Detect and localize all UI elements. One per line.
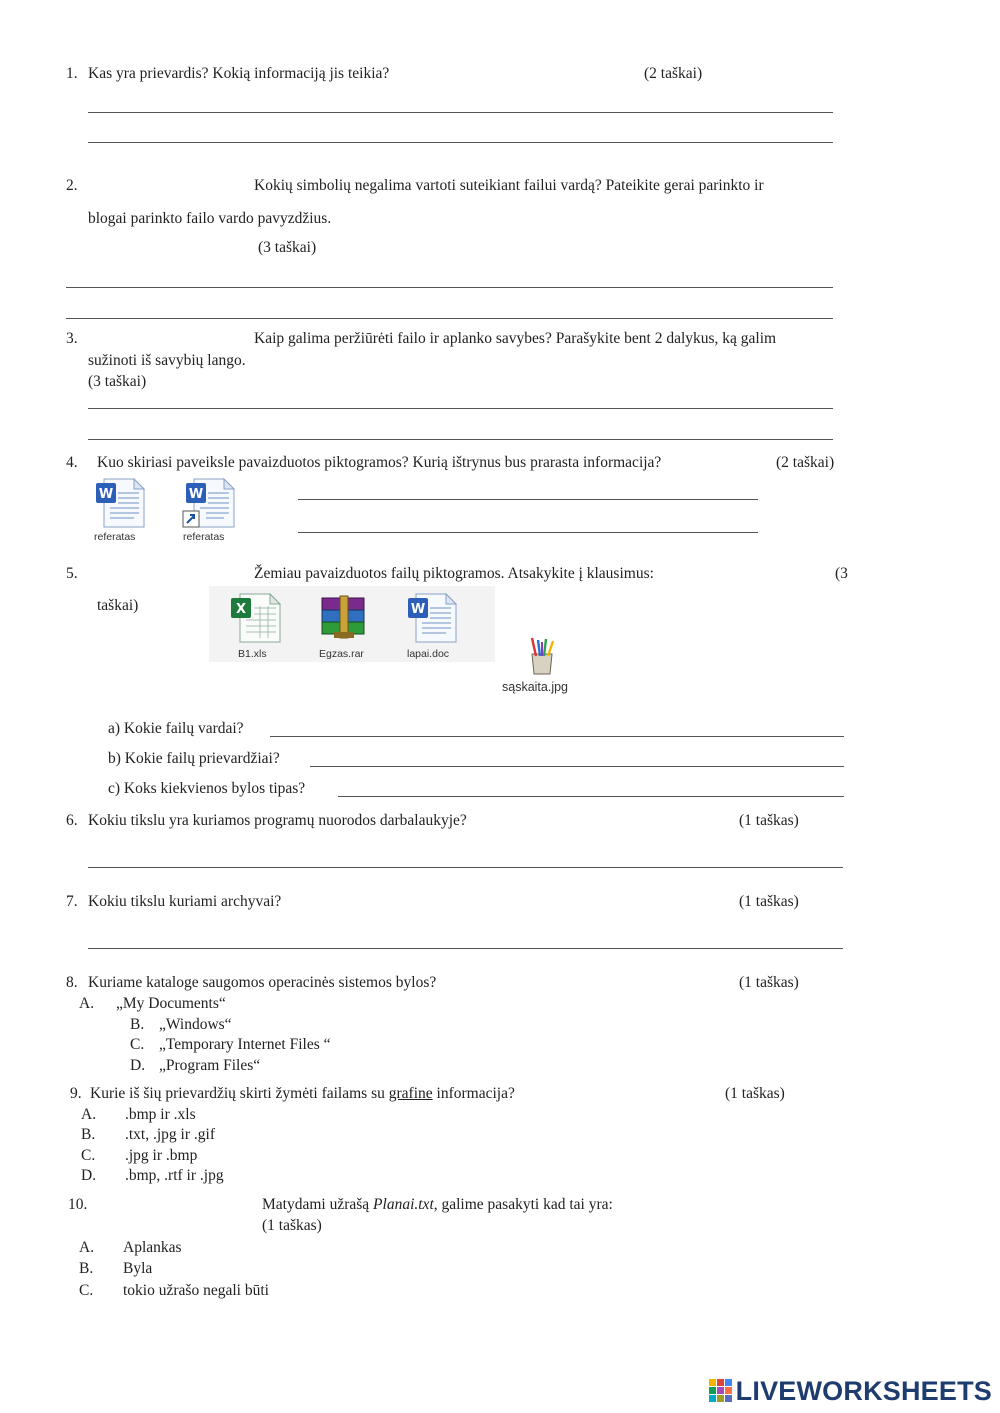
q2-answer-line-1[interactable] xyxy=(66,287,833,288)
q2-text: Kokių simbolių negalima vartoti suteikiant failui vardą? Pateikite gerai parinkto ir xyxy=(254,177,764,194)
q8-option-c-text[interactable]: „Temporary Internet Files “ xyxy=(159,1036,331,1053)
archive-rar-icon xyxy=(316,594,370,642)
file-label-lapai-doc: lapai.doc xyxy=(407,648,450,660)
q9-number: 9. xyxy=(70,1085,82,1102)
q2-points: (3 taškai) xyxy=(258,239,317,256)
excel-file-icon xyxy=(228,592,284,644)
q10-text-post: , galime pasakyti kad tai yra: xyxy=(433,1196,613,1213)
q5-points-cont: taškai) xyxy=(97,597,139,614)
q1-points: (2 taškai) xyxy=(644,65,703,82)
q2-answer-line-2[interactable] xyxy=(66,318,833,319)
q10-text xyxy=(262,1197,613,1213)
liveworksheets-logo-text: LIVEWORKSHEETS xyxy=(735,1376,992,1406)
q9-option-d-text[interactable]: .bmp, .rtf ir .jpg xyxy=(125,1167,224,1184)
q5a-text: a) Kokie failų vardai? xyxy=(108,720,244,737)
q8-option-a-letter[interactable]: A. xyxy=(79,995,95,1012)
svg-text:W: W xyxy=(410,602,426,617)
q1-answer-line-1[interactable] xyxy=(88,112,833,113)
q9-text-post: informacija? xyxy=(436,1085,515,1102)
word-shortcut-icon xyxy=(182,477,238,529)
q5-points: (3 xyxy=(835,565,848,582)
q1-text: Kas yra prievardis? Kokią informaciją jis teikia? xyxy=(88,65,390,82)
icon-label-referatas: referatas xyxy=(94,531,136,543)
q9-option-c-letter[interactable]: C. xyxy=(81,1147,96,1164)
q10-option-c-text[interactable]: tokio užrašo negali būti xyxy=(123,1282,269,1299)
q10-points: (1 taškas) xyxy=(262,1217,322,1234)
q10-option-b-letter[interactable]: B. xyxy=(79,1260,94,1277)
q10-option-a-text[interactable]: Aplankas xyxy=(123,1239,182,1256)
file-label-egzas-rar: Egzas.rar xyxy=(319,648,364,660)
q9-option-a-letter[interactable]: A. xyxy=(81,1106,97,1123)
q3-answer-line-1[interactable] xyxy=(88,408,833,409)
q9-text xyxy=(90,1086,515,1102)
word-file-icon xyxy=(404,592,460,644)
q9-option-d-letter[interactable]: D. xyxy=(81,1167,97,1184)
q7-answer-line[interactable] xyxy=(88,948,843,949)
q5-text: Žemiau pavaizduotos failų piktogramos. Atsakykite į klausimus: xyxy=(254,565,654,582)
q1-answer-line-2[interactable] xyxy=(88,142,833,143)
word-document-icon xyxy=(94,477,148,529)
q10-option-a-letter[interactable]: A. xyxy=(79,1239,95,1256)
q9-option-a-text[interactable]: .bmp ir .xls xyxy=(125,1106,196,1123)
q5b-answer-line[interactable] xyxy=(310,766,844,767)
svg-text:W: W xyxy=(98,487,114,502)
q6-points: (1 taškas) xyxy=(739,812,799,829)
q9-points: (1 taškas) xyxy=(725,1085,785,1102)
liveworksheets-logo[interactable] xyxy=(709,1376,992,1407)
q4-number: 4. xyxy=(66,454,78,471)
q6-number: 6. xyxy=(66,812,78,829)
q2-text-cont: blogai parinkto failo vardo pavyzdžius. xyxy=(88,210,332,227)
q8-option-d-text[interactable]: „Program Files“ xyxy=(159,1057,261,1074)
q8-points: (1 taškas) xyxy=(739,974,799,991)
q3-text: Kaip galima peržiūrėti failo ir aplanko savybes? Parašykite bent 2 dalykus, ką galim xyxy=(254,330,777,347)
svg-text:X: X xyxy=(235,602,247,617)
q8-option-a-text[interactable]: „My Documents“ xyxy=(116,995,226,1012)
q5a-answer-line[interactable] xyxy=(270,736,844,737)
icon-label-referatas-shortcut: referatas xyxy=(183,531,225,543)
q6-answer-line[interactable] xyxy=(88,867,843,868)
q4-points: (2 taškai) xyxy=(776,454,835,471)
q8-option-b-letter[interactable]: B. xyxy=(130,1016,145,1033)
q9-option-b-text[interactable]: .txt, .jpg ir .gif xyxy=(125,1126,215,1143)
paint-image-icon xyxy=(526,636,558,676)
file-label-b1-xls: B1.xls xyxy=(238,648,267,660)
q5b-text: b) Kokie failų prievardžiai? xyxy=(108,750,280,767)
q3-text-cont: sužinoti iš savybių lango. xyxy=(88,352,246,369)
q9-text-underlined: grafine xyxy=(388,1085,433,1102)
q9-option-c-text[interactable]: .jpg ir .bmp xyxy=(125,1147,198,1164)
q8-option-b-text[interactable]: „Windows“ xyxy=(159,1016,232,1033)
q10-option-c-letter[interactable]: C. xyxy=(79,1282,94,1299)
q9-option-b-letter[interactable]: B. xyxy=(81,1126,96,1143)
q6-text: Kokiu tikslu yra kuriamos programų nuorodos darbalaukyje? xyxy=(88,812,467,829)
q7-number: 7. xyxy=(66,893,78,910)
q3-points: (3 taškai) xyxy=(88,373,147,390)
svg-text:W: W xyxy=(188,487,204,502)
q4-answer-line-2[interactable] xyxy=(298,532,758,533)
q10-number: 10. xyxy=(68,1196,88,1213)
file-label-saskaita-jpg: sąskaita.jpg xyxy=(502,680,569,694)
q4-answer-line-1[interactable] xyxy=(298,499,758,500)
q8-number: 8. xyxy=(66,974,78,991)
q9-text-pre: Kurie iš šių prievardžių skirti žymėti failams su xyxy=(90,1085,385,1102)
q5c-text: c) Koks kiekvienos bylos tipas? xyxy=(108,780,306,797)
q5-number: 5. xyxy=(66,565,78,582)
q5c-answer-line[interactable] xyxy=(338,796,844,797)
q8-option-d-letter[interactable]: D. xyxy=(130,1057,146,1074)
q10-text-pre: Matydami užrašą xyxy=(262,1196,370,1213)
q10-text-filename: Planai.txt xyxy=(373,1196,434,1213)
q4-text: Kuo skiriasi paveiksle pavaizduotos piktogramos? Kurią ištrynus bus prarasta informacija? xyxy=(97,454,662,471)
q10-option-b-text[interactable]: Byla xyxy=(123,1260,153,1277)
liveworksheets-logo-icon xyxy=(709,1379,733,1405)
q3-answer-line-2[interactable] xyxy=(88,439,833,440)
q7-text: Kokiu tikslu kuriami archyvai? xyxy=(88,893,282,910)
q3-number: 3. xyxy=(66,330,78,347)
q8-text: Kuriame kataloge saugomos operacinės sistemos bylos? xyxy=(88,974,437,991)
q2-number: 2. xyxy=(66,177,78,194)
q8-option-c-letter[interactable]: C. xyxy=(130,1036,145,1053)
q7-points: (1 taškas) xyxy=(739,893,799,910)
q1-number: 1. xyxy=(66,65,78,82)
